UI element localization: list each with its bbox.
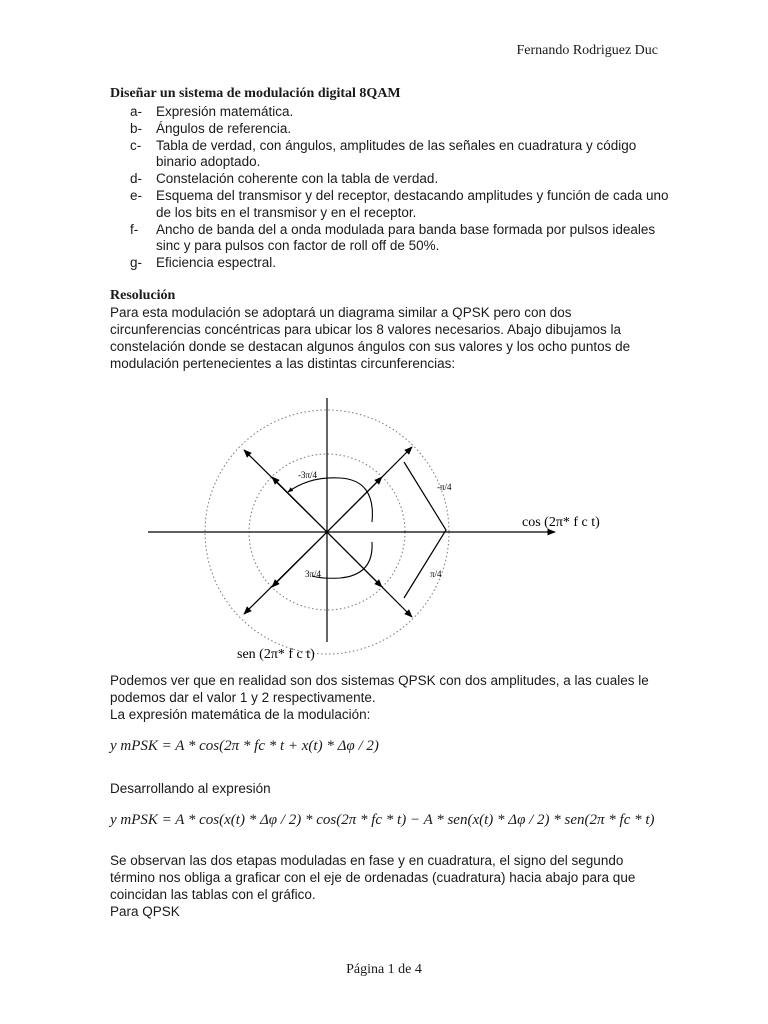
list-item [110,104,670,121]
y-axis-label: sen (2π* f c t) [237,647,315,662]
list-marker: a- [130,104,143,119]
equation-1: y mPSK = A * cos(2π * fc * t + x(t) * Δφ / 2) [110,738,379,754]
qpsk-label: Para QPSK [110,904,180,919]
inner-vector-2 [327,477,382,532]
list-item [110,138,670,172]
list-text: Tabla de verdad, con ángulos, amplitudes de las señales en cuadratura y código binario adoptado. [156,137,637,170]
requirements-list [110,104,670,272]
observation-paragraph [110,852,666,920]
author-header: Fernando Rodriguez Duc [516,43,658,58]
page-footer: Página 1 de 4 [346,962,422,977]
inner-vector-4 [327,532,382,587]
list-text: Expresión matemática. [156,104,294,119]
list-marker: c- [130,137,142,153]
exercise-title: Diseñar un sistema de modulación digital 8QAM [110,86,401,101]
list-marker: d- [130,171,143,187]
x-axis-label: cos (2π* f c t) [522,515,600,530]
list-item [110,255,670,272]
expression-intro: La expresión matemática de la modulación: [110,707,371,722]
list-item [110,121,670,138]
angle-label-neg-pi4: -π/4 [437,482,452,492]
list-marker: g- [130,255,143,271]
list-marker: b- [130,120,143,136]
list-item [110,188,670,222]
angle-label-neg-3pi4: -3π/4 [298,470,318,480]
list-item [110,171,670,188]
explanation-text: Podemos ver que en realidad son dos sistemas QPSK con dos amplitudes, a las cuales le podemos dar el valor 1 y 2 respectivamente. [110,673,649,705]
angle-label-pi4: π/4 [430,569,442,579]
resolution-heading: Resolución [110,288,176,303]
list-marker: f- [130,221,139,237]
development-label: Desarrollando al expresión [110,781,271,796]
equation-2: y mPSK = A * cos(x(t) * Δφ / 2) * cos(2π * fc * t) − A * sen(x(t) * Δφ / 2) * sen(2π * fc * t) [110,812,655,828]
constellation-diagram [0,380,768,680]
list-text: Eficiencia espectral. [156,255,277,271]
list-text: Ancho de banda del a onda modulada para banda base formada por pulsos ideales sinc y para pulsos con factor de roll off de 50%. [156,221,656,254]
list-item [110,222,670,256]
list-text: Constelación coherente con la tabla de verdad. [156,171,439,187]
list-text: Ángulos de referencia. [156,120,292,136]
list-text: Esquema del transmisor y del receptor, destacando amplitudes y función de cada uno de los bits en el transmisor y en el receptor. [156,187,669,220]
observation-text: Se observan las dos etapas moduladas en fase y en cuadratura, el signo del segundo término nos obliga a graficar con el eje de ordenadas (cuadratura) hacia abajo para que coincidan las tablas con el gráfico. [110,853,636,902]
list-marker: e- [130,187,143,203]
explanation-paragraph [110,672,666,723]
angle-label-3pi4: 3π/4 [305,569,322,579]
resolution-paragraph: Para esta modulación se adoptará un diagrama similar a QPSK pero con dos circunferencias concéntricas para ubicar los 8 valores necesarios. Abajo dibujamos la constelación donde se destacan algunos ángulos con sus valores y los ocho puntos de modulación pertenecientes a las distintas circunferencias: [110,305,631,371]
